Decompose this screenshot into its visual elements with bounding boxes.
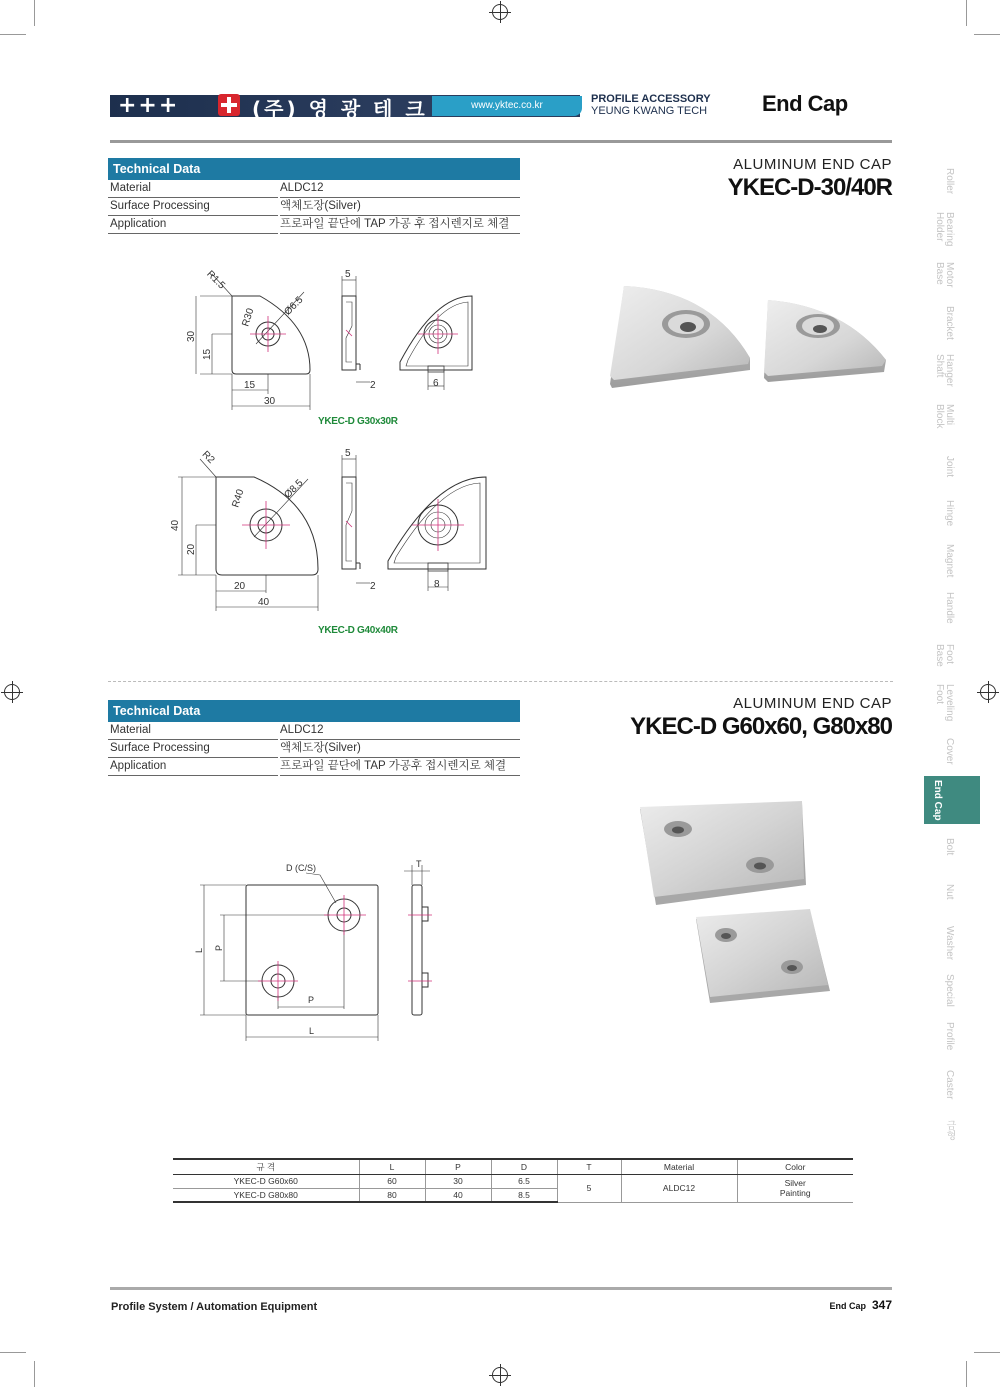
dim-width-half: 20 [234, 581, 246, 592]
technical-data-heading: Technical Data [108, 158, 520, 180]
cell-l: 80 [359, 1188, 425, 1202]
dim-corner-radius: R1.5 [204, 268, 227, 292]
col-header: 규 격 [173, 1159, 359, 1174]
col-header: Color [737, 1159, 853, 1174]
side-index-item-foot-base[interactable]: Foot Base [934, 644, 955, 667]
dim-hole-diameter: Ø8.5 [282, 477, 306, 501]
crop-mark [34, 1361, 35, 1387]
side-index-item-cover[interactable]: Cover [944, 738, 955, 765]
header-brand-tagline [591, 93, 711, 117]
row-value: 액체도장(Silver) [280, 198, 520, 216]
row-key: Application [108, 216, 278, 234]
row-value: 액체도장(Silver) [280, 740, 520, 758]
side-index-item-special[interactable]: Special [944, 974, 955, 1007]
dim-corner-radius: R2 [199, 449, 217, 466]
cell-spec: YKEC-D G80x80 [173, 1188, 359, 1202]
side-index-item-bearing-holder[interactable]: Bearing Holder [934, 212, 955, 247]
side-index-item-caster[interactable]: Caster [944, 1070, 955, 1100]
page-number: 347 [871, 1298, 892, 1312]
crop-mark [34, 0, 35, 26]
technical-drawing-30x30r [160, 262, 480, 412]
tagline-line1: PROFILE ACCESSORY [591, 93, 711, 105]
product-title-2: YKEC-D G60x60, G80x80 [630, 713, 892, 740]
technical-drawing-40x40r [160, 445, 500, 615]
dim-width-half: 15 [244, 380, 256, 391]
header-rule [110, 140, 892, 143]
side-index-item-end-cap[interactable] [924, 776, 980, 824]
spec-table [173, 1158, 853, 1203]
dim-lip: 2 [370, 380, 376, 391]
drawing-caption-2: YKEC-D G40x40R [318, 625, 398, 636]
cell-material: ALDC12 [621, 1174, 737, 1202]
color-line1: Silver [784, 1178, 806, 1188]
company-name: (주) 영 광 테 크 [252, 97, 428, 121]
row-value: ALDC12 [280, 180, 520, 198]
row-value: ALDC12 [280, 722, 520, 740]
side-index-item-nut[interactable]: Nut [944, 884, 955, 900]
dim-height: 40 [170, 519, 181, 531]
registration-mark [492, 4, 508, 20]
company-logo-icon [218, 94, 240, 116]
dim-main-radius: R30 [240, 307, 257, 328]
cell-spec: YKEC-D G60x60 [173, 1174, 359, 1188]
cell-l: 60 [359, 1174, 425, 1188]
side-index-item-roller[interactable]: Roller [944, 168, 955, 195]
color-line2: Painting [779, 1188, 811, 1198]
side-index-item-magnet[interactable]: Magnet [944, 544, 955, 578]
crop-mark [974, 1352, 1000, 1353]
dim-pitch-horizontal: P [308, 995, 315, 1005]
technical-data-table-1 [108, 158, 520, 234]
registration-mark [4, 684, 20, 700]
footer-section: End Cap [829, 1301, 866, 1311]
table-row [173, 1174, 853, 1188]
side-index-item-joint[interactable]: Joint [944, 456, 955, 478]
row-key: Material [108, 722, 278, 740]
col-header: Material [621, 1159, 737, 1174]
row-key: Surface Processing [108, 198, 278, 216]
col-header: P [425, 1159, 491, 1174]
side-index-item-bolt[interactable]: Bolt [944, 838, 955, 856]
technical-data-row [108, 180, 520, 198]
registration-mark [980, 684, 996, 700]
cell-d: 6.5 [491, 1174, 557, 1188]
registration-mark [492, 1367, 508, 1383]
dim-thickness-label: T [416, 859, 422, 869]
side-index-item-leveling-foot[interactable]: Leveling Foot [934, 684, 955, 722]
crop-mark [0, 34, 26, 35]
side-index-item-profile[interactable]: Profile [944, 1022, 955, 1051]
dim-hole-diameter: Ø6.5 [282, 294, 306, 318]
cell-d: 8.5 [491, 1188, 557, 1202]
side-index-item-washer[interactable]: Washer [944, 926, 955, 961]
crop-mark [974, 34, 1000, 35]
dim-width: 30 [264, 396, 276, 407]
product-photo-square [630, 795, 840, 1010]
technical-data-row [108, 758, 520, 776]
row-value: 프로파일 끝단에 TAP 가공 후 접시렌지로 체결 [280, 216, 520, 234]
dim-slot: 6 [433, 378, 439, 389]
dim-length-vertical: L [194, 947, 204, 953]
tagline-line2: YEUNG KWANG TECH [591, 105, 708, 117]
col-header: T [557, 1159, 621, 1174]
crop-mark [966, 1361, 967, 1387]
col-header: L [359, 1159, 425, 1174]
dim-pitch-vertical: P [214, 944, 224, 951]
dim-hole-label: D (C/S) [286, 863, 316, 873]
technical-data-row [108, 740, 520, 758]
header-plus-mark: +++ [118, 93, 180, 118]
cell-p: 30 [425, 1174, 491, 1188]
technical-drawing-square [190, 855, 450, 1045]
product-photo-30-40r [600, 280, 900, 400]
side-index-item-motor-base[interactable]: Motor Base [934, 262, 955, 288]
technical-data-heading: Technical Data [108, 700, 520, 722]
website-link[interactable]: www.yktec.co.kr [432, 96, 582, 116]
side-index-item-hanger-shaft[interactable]: Hanger Shaft [934, 354, 955, 387]
footer-page-info [829, 1298, 892, 1312]
dim-slot: 8 [434, 579, 440, 590]
footer-title: Profile System / Automation Equipment [111, 1301, 318, 1313]
product-subtitle-2: ALUMINUM END CAP [733, 695, 892, 712]
dim-lip: 2 [370, 581, 376, 592]
page-category: End Cap [762, 91, 848, 116]
col-header: D [491, 1159, 557, 1174]
side-index-item-handle[interactable]: Handle [944, 592, 955, 624]
cell-color [737, 1174, 853, 1202]
dim-height: 30 [186, 330, 197, 342]
product-subtitle-1: ALUMINUM END CAP [733, 156, 892, 173]
drawing-caption-1: YKEC-D G30x30R [318, 416, 398, 427]
crop-mark [966, 0, 967, 26]
crop-mark [0, 1352, 26, 1353]
technical-data-row [108, 216, 520, 234]
side-index-item-mold[interactable]: 금형 [944, 1120, 955, 1140]
side-index-label: End Cap [932, 780, 943, 821]
dim-length-horizontal: L [309, 1026, 315, 1036]
row-key: Material [108, 180, 278, 198]
side-index-item-multi-block[interactable]: Multi Block [934, 404, 955, 429]
technical-data-row [108, 722, 520, 740]
product-title-1: YKEC-D-30/40R [727, 174, 892, 201]
footer-rule [110, 1287, 892, 1290]
dim-thickness: 5 [345, 269, 351, 280]
technical-data-table-2 [108, 700, 520, 776]
cell-t: 5 [557, 1174, 621, 1202]
row-key: Application [108, 758, 278, 776]
cell-p: 40 [425, 1188, 491, 1202]
side-index-item-bracket[interactable]: Bracket [944, 306, 955, 340]
spec-table-header [173, 1159, 853, 1174]
row-key: Surface Processing [108, 740, 278, 758]
section-divider [108, 681, 893, 682]
dim-width: 40 [258, 597, 270, 608]
dim-height-half: 20 [186, 543, 197, 555]
dim-height-half: 15 [202, 348, 213, 360]
row-value: 프로파일 끝단에 TAP 가공후 접시렌지로 체결 [280, 758, 520, 776]
dim-main-radius: R40 [230, 488, 247, 509]
dim-thickness: 5 [345, 448, 351, 459]
side-index-item-hinge[interactable]: Hinge [944, 500, 955, 527]
technical-data-row [108, 198, 520, 216]
